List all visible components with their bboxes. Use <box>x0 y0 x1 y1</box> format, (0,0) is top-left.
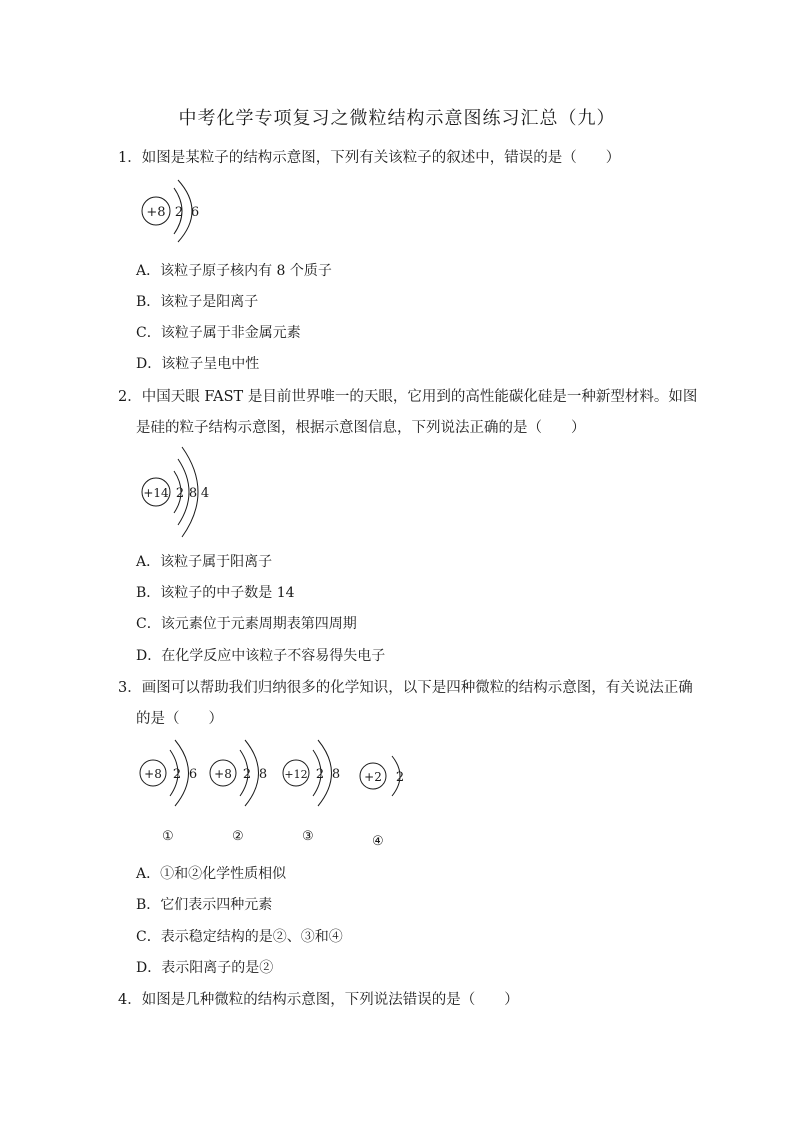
q3-d3-shell-electrons-2: 8 <box>331 767 341 782</box>
q2-option-b: B．该粒子的中子数是 14 <box>136 585 295 601</box>
q3-d2-nucleus-charge: +8 <box>214 767 232 781</box>
q3-atom-diagram-4 <box>358 748 418 808</box>
q1-nucleus-charge: +8 <box>146 205 166 220</box>
q3-diagram-label-3: ③ <box>302 829 314 844</box>
q1-option-d: D．该粒子呈电中性 <box>136 356 260 372</box>
q2-option-a: A．该粒子属于阳离子 <box>136 554 273 570</box>
q3-diagram-label-4: ④ <box>372 834 384 849</box>
q2-shell-electrons-3: 4 <box>200 486 210 501</box>
question-4-stem: 4．如图是几种微粒的结构示意图，下列说法错误的是（ ） <box>118 992 519 1008</box>
q2-shell-electrons-2: 8 <box>188 486 198 501</box>
q3-option-b: B．它们表示四种元素 <box>136 897 273 913</box>
q2-option-d: D．在化学反应中该粒子不容易得失电子 <box>136 648 386 664</box>
q3-diagram-label-2: ② <box>232 829 244 844</box>
q3-d2-shell-electrons-1: 2 <box>242 767 252 782</box>
q1-atom-diagram <box>138 176 218 246</box>
q3-d1-shell-electrons-1: 2 <box>172 767 182 782</box>
page-title: 中考化学专项复习之微粒结构示意图练习汇总（九） <box>178 108 616 129</box>
q3-atom-diagram-2 <box>208 738 283 808</box>
q3-atom-diagram-3 <box>281 738 356 808</box>
q2-shell-electrons-1: 2 <box>175 486 185 501</box>
q3-d1-shell-electrons-2: 6 <box>188 767 198 782</box>
q1-option-a: A．该粒子原子核内有 8 个质子 <box>136 263 332 279</box>
q1-shell-electrons-1: 2 <box>174 205 184 220</box>
q1-shell-electrons-2: 6 <box>190 205 200 220</box>
q3-atom-diagram-1 <box>138 738 213 808</box>
question-2-stem-line2: 是硅的粒子结构示意图，根据示意图信息，下列说法正确的是（ ） <box>136 420 586 436</box>
q3-d4-shell-electrons-1: 2 <box>395 770 405 785</box>
q3-option-a: A．①和②化学性质相似 <box>136 866 287 882</box>
q3-diagram-label-1: ① <box>162 829 174 844</box>
question-3-stem-line2: 的是（ ） <box>136 711 223 727</box>
question-1-stem: 1．如图是某粒子的结构示意图，下列有关该粒子的叙述中，错误的是（ ） <box>118 150 621 166</box>
q2-nucleus-charge: +14 <box>143 486 169 500</box>
q1-option-b: B．该粒子是阳离子 <box>136 294 259 310</box>
q3-d3-nucleus-charge: +12 <box>284 768 308 781</box>
q3-d1-nucleus-charge: +8 <box>144 767 162 781</box>
q3-d4-nucleus-charge: +2 <box>364 770 382 784</box>
q3-d3-shell-electrons-1: 2 <box>315 767 325 782</box>
q2-option-c: C．该元素位于元素周期表第四周期 <box>136 616 357 632</box>
question-2-stem-line1: 2．中国天眼 FAST 是目前世界唯一的天眼，它用到的高性能碳化硅是一种新型材料。如图 <box>118 389 698 405</box>
q1-option-c: C．该粒子属于非金属元素 <box>136 325 301 341</box>
q3-option-d: D．表示阳离子的是② <box>136 960 274 976</box>
question-3-stem-line1: 3．画图可以帮助我们归纳很多的化学知识，以下是四种微粒的结构示意图，有关说法正确 <box>118 680 693 696</box>
q3-d2-shell-electrons-2: 8 <box>258 767 268 782</box>
q3-option-c: C．表示稳定结构的是②、③和④ <box>136 929 343 945</box>
q2-atom-diagram <box>138 445 228 540</box>
